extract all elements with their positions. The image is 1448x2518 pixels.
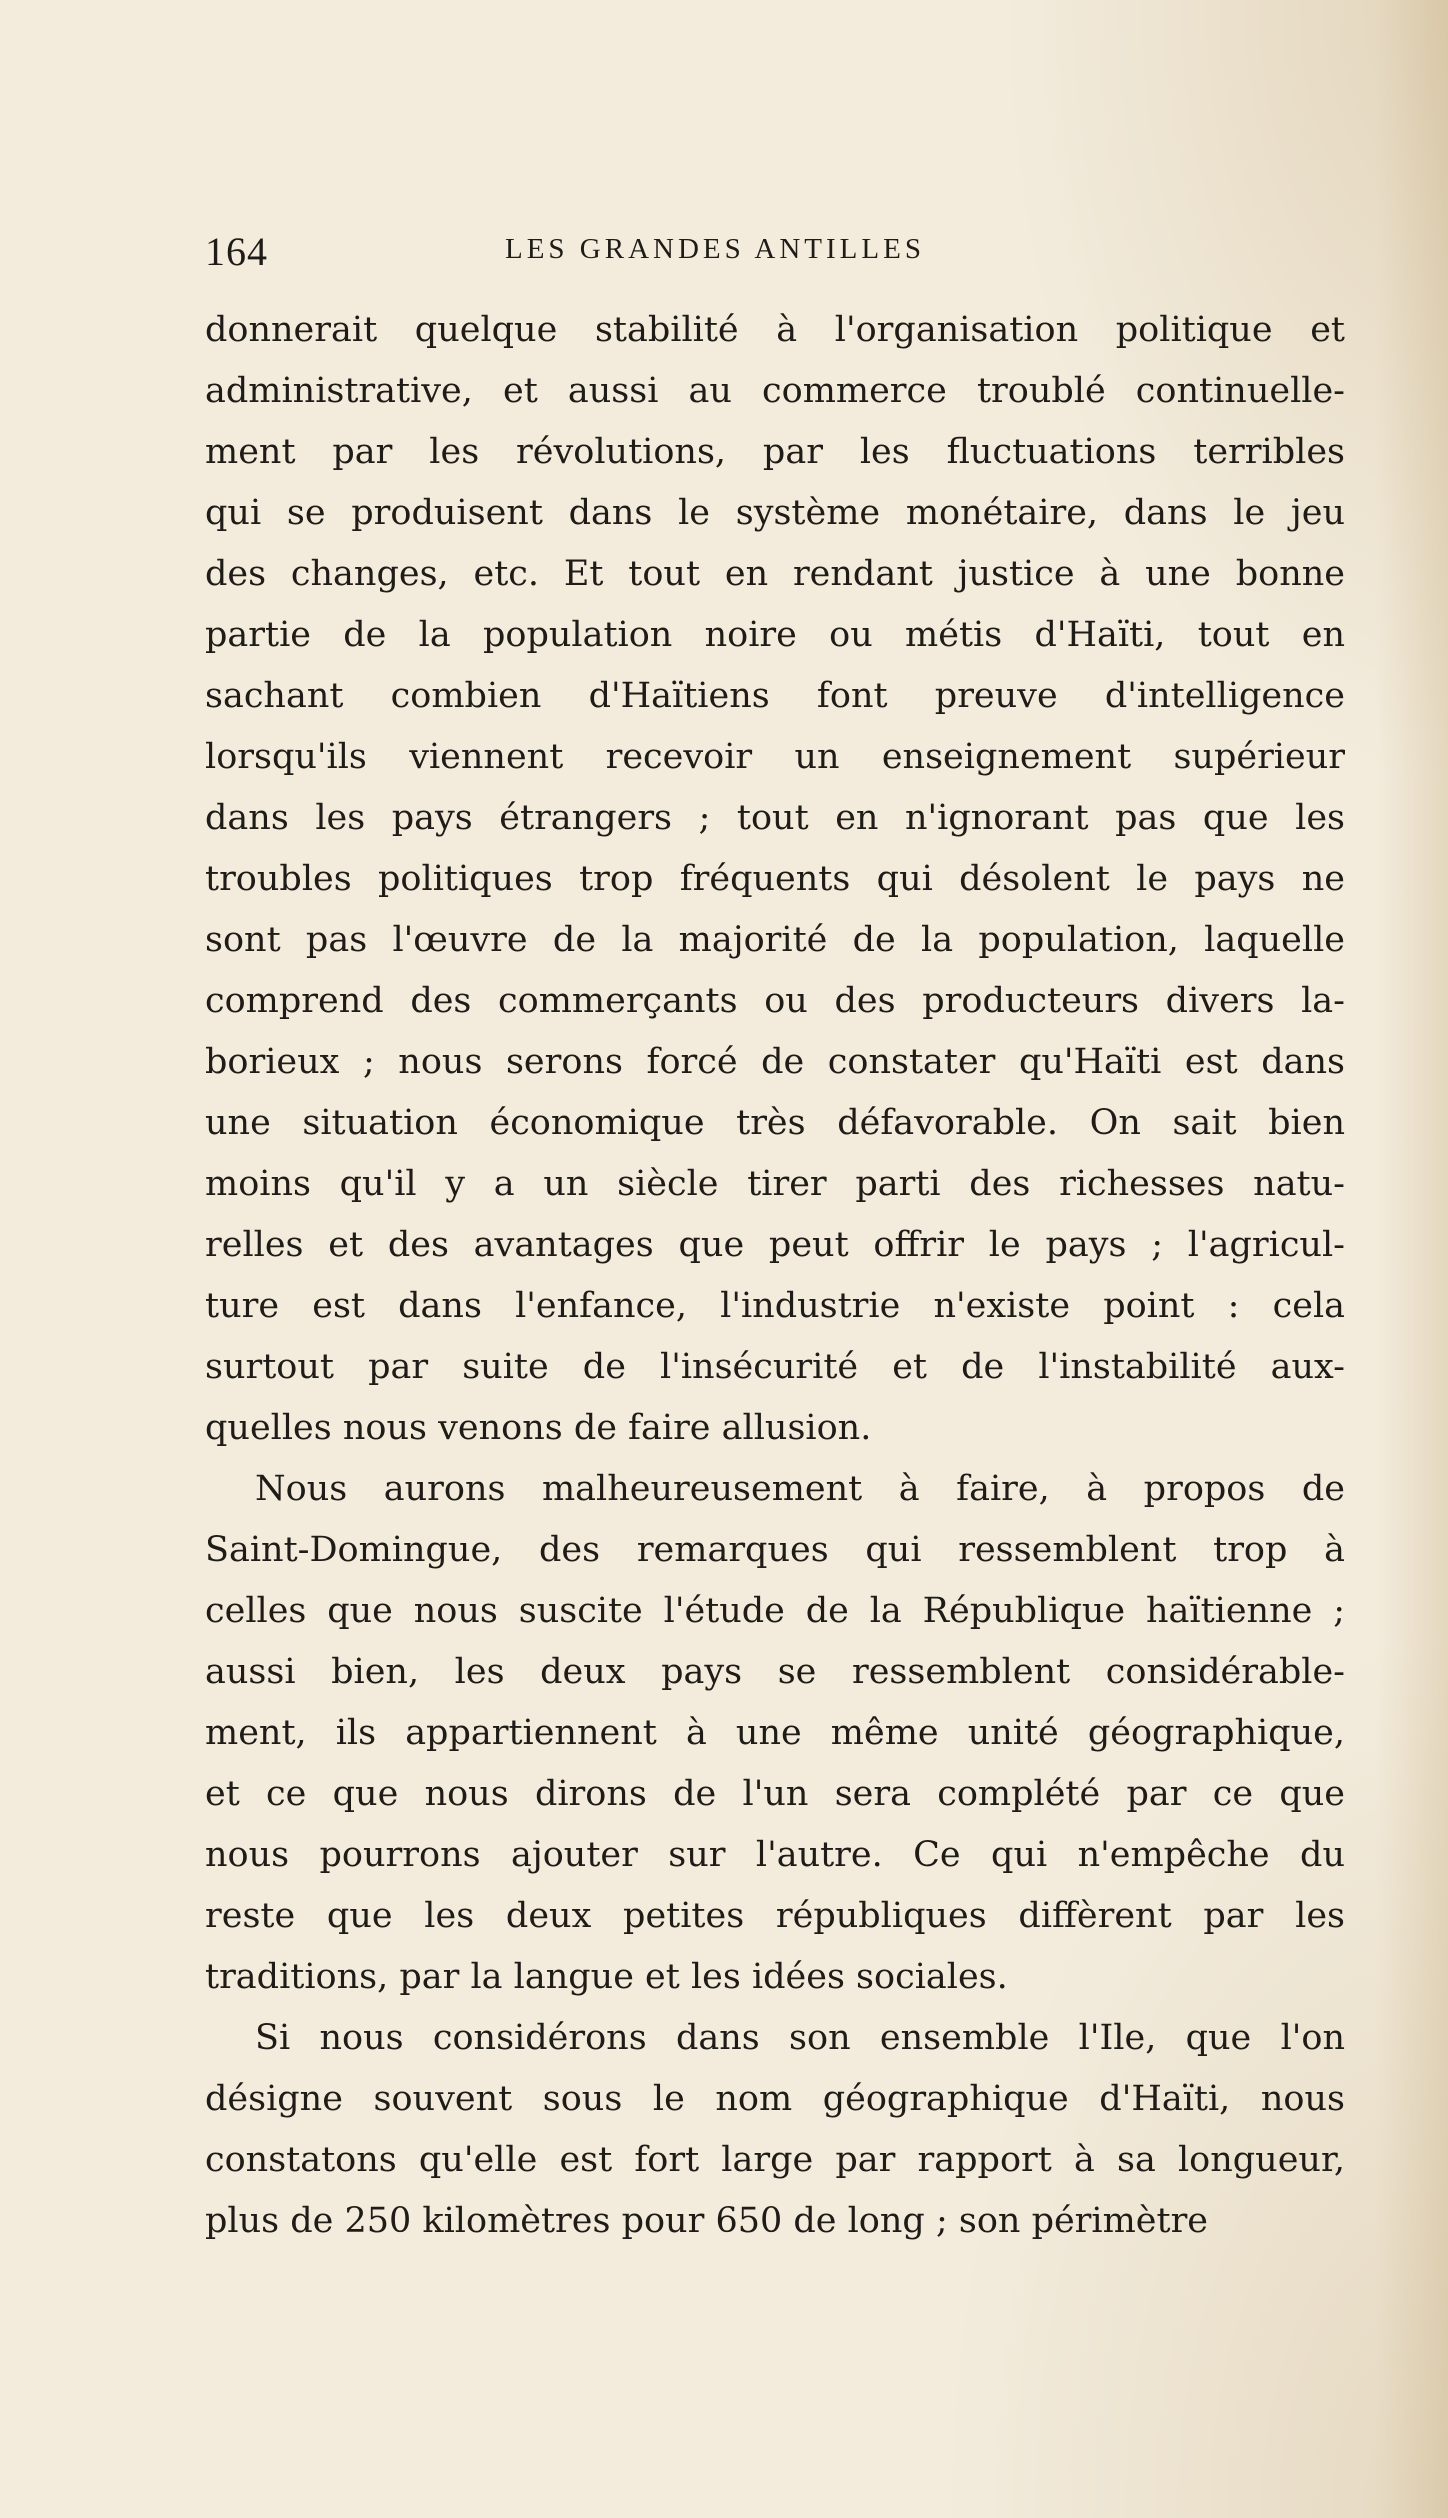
text-line: des changes, etc. Et tout en rendant justice à une bonne [205,554,1345,594]
text-line: borieux ; nous serons forcé de constater qu'Haïti est dans [205,1042,1345,1082]
text-line: dans les pays étrangers ; tout en n'ignorant pas que les [205,798,1345,838]
text-line: traditions, par la langue et les idées sociales. [205,1957,1008,1997]
text-line: administrative, et aussi au commerce troublé continuelle- [205,371,1345,411]
text-line: celles que nous suscite l'étude de la République haïtienne ; [205,1591,1345,1631]
text-line: Saint-Domingue, des remarques qui ressemblent trop à [205,1530,1345,1570]
text-line: nous pourrons ajouter sur l'autre. Ce qui n'empêche du [205,1835,1345,1875]
body-text [205,300,1345,2252]
text-line: comprend des commerçants ou des producteurs divers la- [205,981,1345,1021]
page-number: 164 [205,229,268,274]
text-line: sont pas l'œuvre de la majorité de la population, laquelle [205,920,1345,960]
paragraph [205,300,1345,1459]
text-line: donnerait quelque stabilité à l'organisation politique et [205,310,1345,350]
text-line: et ce que nous dirons de l'un sera complété par ce que [205,1774,1345,1814]
text-line: Si nous considérons dans son ensemble l'Ile, que l'on [255,2018,1345,2058]
text-line: quelles nous venons de faire allusion. [205,1408,872,1448]
text-line: surtout par suite de l'insécurité et de l'instabilité aux- [205,1347,1345,1387]
text-line: relles et des avantages que peut offrir le pays ; l'agricul- [205,1225,1345,1265]
text-line: désigne souvent sous le nom géographique d'Haïti, nous [205,2079,1345,2119]
text-line: lorsqu'ils viennent recevoir un enseignement supérieur [205,737,1345,777]
running-title: LES GRANDES ANTILLES [505,233,925,265]
text-line: moins qu'il y a un siècle tirer parti des richesses natu- [205,1164,1345,1204]
text-line: qui se produisent dans le système monétaire, dans le jeu [205,493,1345,533]
text-line: plus de 250 kilomètres pour 650 de long ; son périmètre [205,2201,1209,2241]
text-line: aussi bien, les deux pays se ressemblent considérable- [205,1652,1345,1692]
text-line: Nous aurons malheureusement à faire, à propos de [255,1469,1345,1509]
text-line: une situation économique très défavorable. On sait bien [205,1103,1345,1143]
text-line: partie de la population noire ou métis d'Haïti, tout en [205,615,1345,655]
text-line: ment, ils appartiennent à une même unité géographique, [205,1713,1345,1753]
paragraph [205,1459,1345,2008]
text-line: sachant combien d'Haïtiens font preuve d'intelligence [205,676,1345,716]
text-line: constatons qu'elle est fort large par rapport à sa longueur, [205,2140,1345,2180]
text-line: troubles politiques trop fréquents qui désolent le pays ne [205,859,1345,899]
running-head [205,228,1345,272]
text-line: reste que les deux petites républiques diffèrent par les [205,1896,1345,1936]
paragraph [205,2008,1345,2252]
text-line: ment par les révolutions, par les fluctuations terribles [205,432,1345,472]
text-line: ture est dans l'enfance, l'industrie n'existe point : cela [205,1286,1345,1326]
